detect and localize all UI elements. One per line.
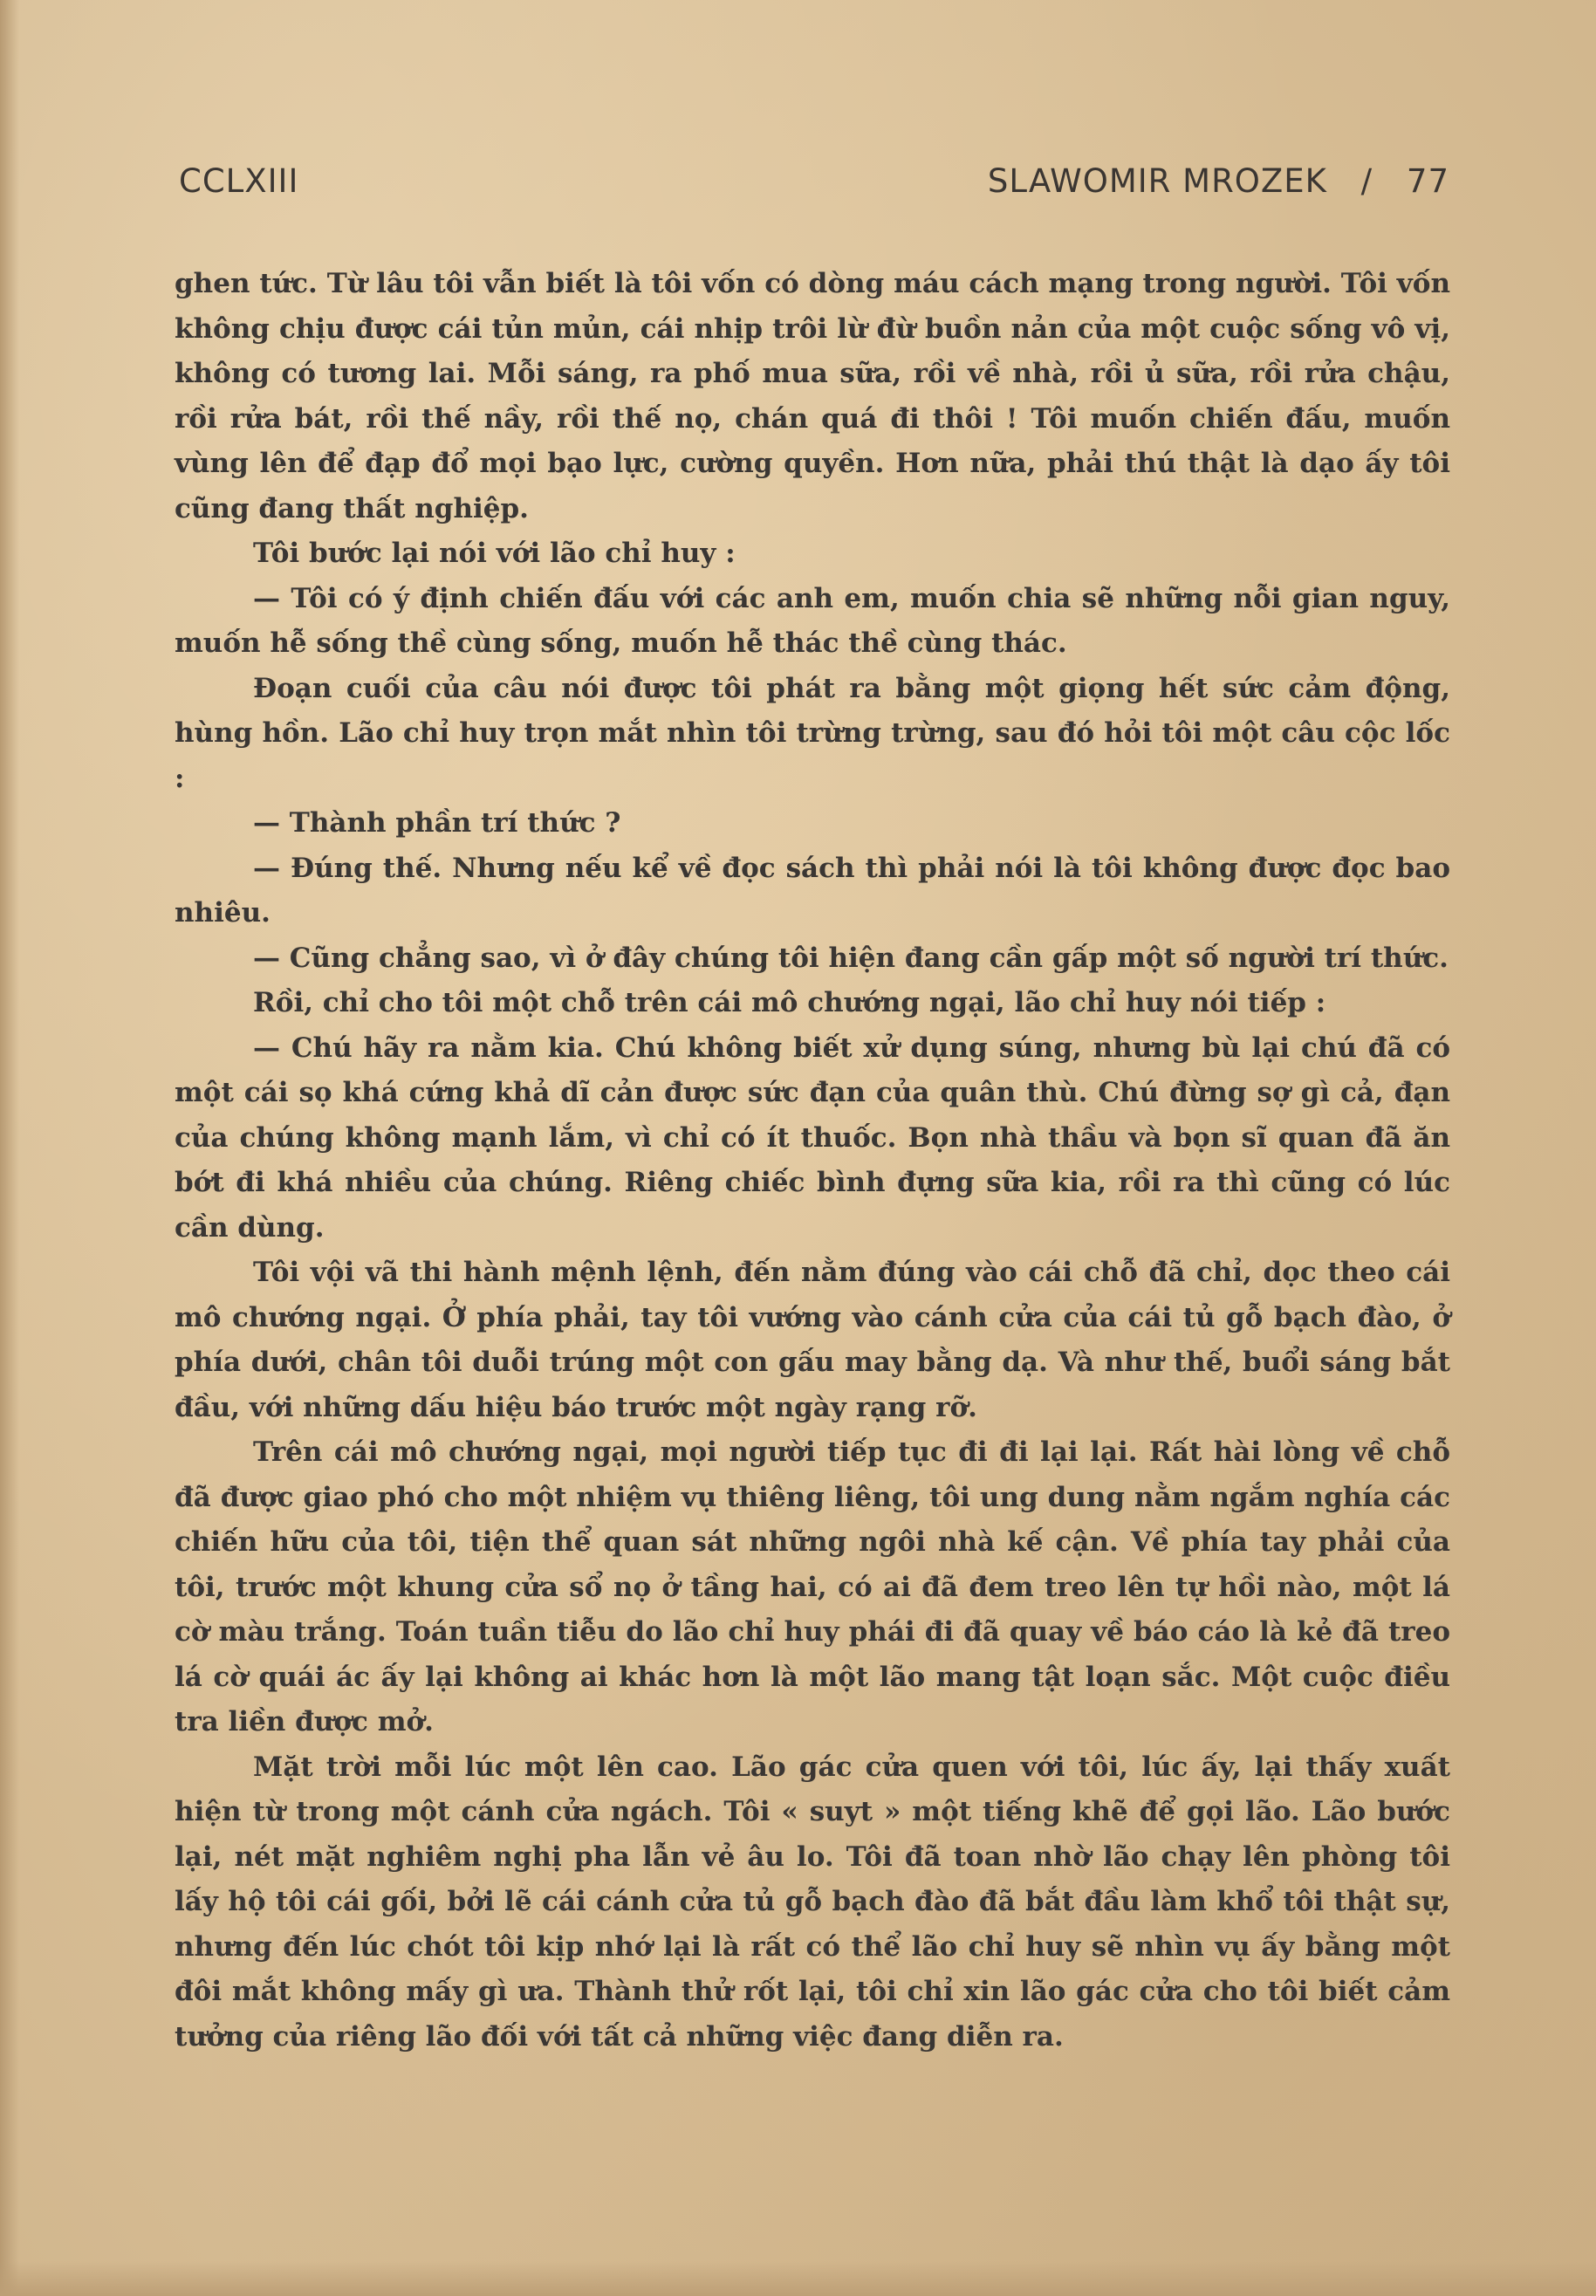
- page-header: [179, 162, 1449, 206]
- body-text: [175, 262, 1450, 2060]
- dialogue-paragraph: — Cũng chẳng sao, vì ở đây chúng tôi hiện đang cần gấp một số người trí thức.: [253, 942, 1449, 974]
- running-head: [988, 162, 1449, 200]
- paragraph: Tôi bước lại nói với lão chỉ huy :: [253, 538, 736, 569]
- paragraph: Đoạn cuối của câu nói được tôi phát ra bằng một giọng hết sức cảm động, hùng hồn. Lão chỉ huy trọn mắt nhìn tôi trừng trừng, sau đó hỏi tôi một câu cộc lốc :: [175, 672, 1450, 794]
- paragraph: Mặt trời mỗi lúc một lên cao. Lão gác cửa quen với tôi, lúc ấy, lại thấy xuất hiện từ trong một cánh cửa ngách. Tôi « suyt » một tiếng khẽ để gọi lão. Lão bước lại, nét mặt nghiêm nghị pha lẫn vẻ âu lo. Tôi đã toan nhờ lão chạy lên phòng tôi lấy hộ tôi cái gối, bởi lẽ cái cánh cửa tủ gỗ bạch đào đã bắt đầu làm khổ tôi thật sự, nhưng đến lúc chót tôi kịp nhớ lại là rất có thể lão chỉ huy sẽ nhìn vụ ấy bằng một đôi mắt không mấy gì ưa. Thành thử rốt lại, tôi chỉ xin lão gác cửa cho tôi biết cảm tưởng của riêng lão đối với tất cả những việc đang diễn ra.: [175, 1751, 1450, 2053]
- header-separator: /: [1360, 162, 1373, 200]
- dialogue-paragraph: — Thành phần trí thức ?: [253, 807, 621, 839]
- paragraph: ghen tức. Từ lâu tôi vẫn biết là tôi vốn có dòng máu cách mạng trong người. Tôi vốn không chịu được cái tủn mủn, cái nhịp trôi lừ đừ buồn nản của một cuộc sống vô vị, không có tương lai. Mỗi sáng, ra phố mua sữa, rồi về nhà, rồi ủ sữa, rồi rửa chậu, rồi rửa bát, rồi thế nầy, rồi thế nọ, chán quá đi thôi ! Tôi muốn chiến đấu, muốn vùng lên để đạp đổ mọi bạo lực, cường quyền. Hơn nữa, phải thú thật là dạo ấy tôi cũng đang thất nghiệp.: [175, 268, 1450, 524]
- page-edge-shadow-bottom: [0, 2261, 1596, 2296]
- paragraph: Tôi vội vã thi hành mệnh lệnh, đến nằm đúng vào cái chỗ đã chỉ, dọc theo cái mô chướng ngại. Ở phía phải, tay tôi vướng vào cánh cửa của cái tủ gỗ bạch đào, ở phía dưới, chân tôi duỗi trúng một con gấu may bằng dạ. Và như thế, buổi sáng bắt đầu, với những dấu hiệu báo trước một ngày rạng rỡ.: [175, 1257, 1450, 1423]
- page-number: 77: [1406, 162, 1449, 200]
- dialogue-paragraph: — Tôi có ý định chiến đấu với các anh em, muốn chia sẽ những nỗi gian nguy, muốn hễ sống thề cùng sống, muốn hễ thác thề cùng thác.: [175, 582, 1450, 659]
- author-name: SLAWOMIR MROZEK: [987, 162, 1327, 200]
- paragraph: Trên cái mô chướng ngại, mọi người tiếp tục đi đi lại lại. Rất hài lòng về chỗ đã được giao phó cho một nhiệm vụ thiêng liêng, tôi ung dung nằm ngắm nghía các chiến hữu của tôi, tiện thể quan sát những ngôi nhà kế cận. Về phía tay phải của tôi, trước một khung cửa sổ nọ ở tầng hai, có ai đã đem treo lên tự hồi nào, một lá cờ màu trắng. Toán tuần tiễu do lão chỉ huy phái đi đã quay về báo cáo là kẻ đã treo lá cờ quái ác ấy lại không ai khác hơn là một lão mang tật loạn sắc. Một cuộc điều tra liền được mở.: [175, 1436, 1450, 1737]
- series-number: CCLXIII: [179, 162, 299, 200]
- page-edge-shadow-left: [0, 0, 19, 2296]
- paragraph: Rồi, chỉ cho tôi một chỗ trên cái mô chướng ngại, lão chỉ huy nói tiếp :: [253, 987, 1326, 1018]
- dialogue-paragraph: — Chú hãy ra nằm kia. Chú không biết xử dụng súng, nhưng bù lại chú đã có một cái sọ khá cứng khả dĩ cản được sức đạn của quân thù. Chú đừng sợ gì cả, đạn của chúng không mạnh lắm, vì chỉ có ít thuốc. Bọn nhà thầu và bọn sĩ quan đã ăn bớt đi khá nhiều của chúng. Riêng chiếc bình đựng sữa kia, rồi ra thì cũng có lúc cần dùng.: [175, 1031, 1450, 1244]
- dialogue-paragraph: — Đúng thế. Nhưng nếu kể về đọc sách thì phải nói là tôi không được đọc bao nhiêu.: [175, 852, 1450, 929]
